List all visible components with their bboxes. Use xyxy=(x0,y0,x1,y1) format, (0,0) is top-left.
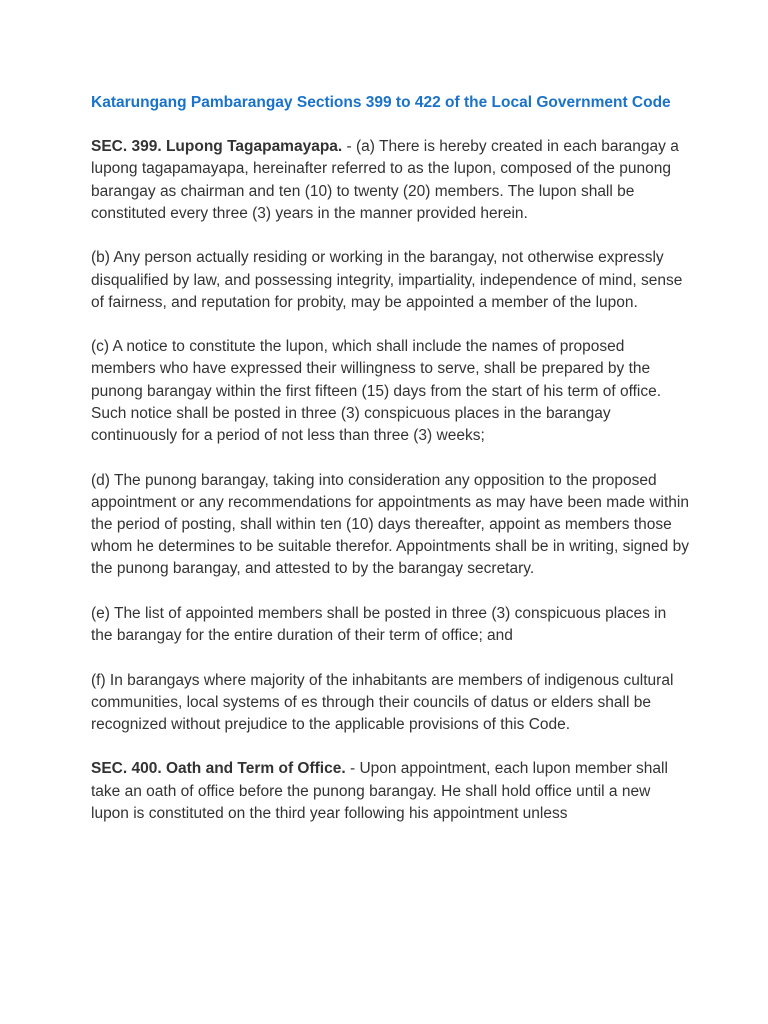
document-page xyxy=(91,92,691,847)
document-title: Katarungang Pambarangay Sections 399 to 422 of the Local Government Code xyxy=(91,94,671,111)
sec-400-heading: SEC. 400. Oath and Term of Office. xyxy=(91,760,346,778)
sec-399-paragraph-e: (e) The list of appointed members shall be posted in three (3) conspicuous places in the barangay for the entire duration of their term of office; and xyxy=(91,604,667,645)
sec-399-heading: SEC. 399. Lupong Tagapamayapa. xyxy=(91,138,343,156)
sec-399-text-a: - (a) There is hereby created in each barangay a lupong tagapamayapa, hereinafter referred to as the lupon, composed of the punong barangay as chairman and ten (10) to twenty (20) members. The lupon shall be constituted every three (3) years in the manner provided herein. xyxy=(91,138,679,222)
sec-399-paragraph-d: (d) The punong barangay, taking into consideration any opposition to the proposed appointment or any recommendations for appointments as may have been made within the period of posting, shall within ten (10) days thereafter, appoint as members those whom he determines to be suitable therefor. Appointments shall be in writing, signed by the punong barangay, and attested to by the barangay secretary. xyxy=(91,471,689,578)
sec-400-text: - Upon appointment, each lupon member shall take an oath of office before the punong barangay. He shall hold office until a new lupon is constituted on the third year following his appointment unless xyxy=(91,760,668,822)
sec-399-paragraph-b: (b) Any person actually residing or working in the barangay, not otherwise expressly disqualified by law, and possessing integrity, impartiality, independence of mind, sense of fairness, and reputation for probity, may be appointed a member of the lupon. xyxy=(91,249,683,311)
sec-400-paragraph xyxy=(91,758,691,825)
sec-399-paragraph-a xyxy=(91,136,691,225)
sec-399-paragraph-f: (f) In barangays where majority of the inhabitants are members of indigenous cultural communities, local systems of es through their councils of datus or elders shall be recognized without prejudice to the applicable provisions of this Code. xyxy=(91,671,674,733)
sec-399-paragraph-c: (c) A notice to constitute the lupon, which shall include the names of proposed members who have expressed their willingness to serve, shall be prepared by the punong barangay within the first fifteen (15) days from the start of his term of office. Such notice shall be posted in three (3) conspicuous places in the barangay continuously for a period of not less than three (3) weeks; xyxy=(91,338,662,445)
